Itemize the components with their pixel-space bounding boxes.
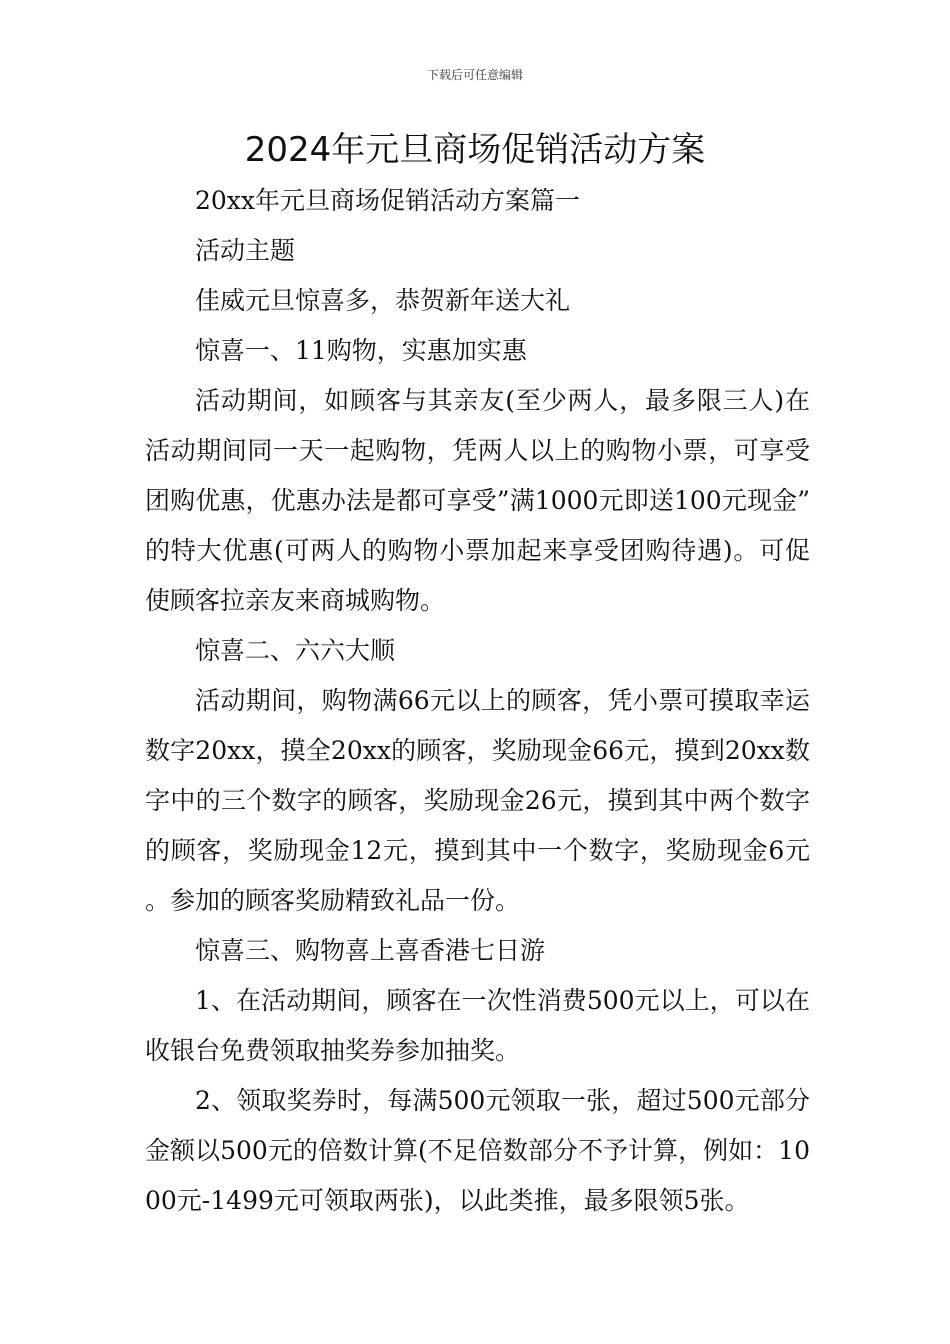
section-heading: 20xx年元旦商场促销活动方案篇一: [195, 186, 581, 215]
surprise-three-rule-1: 1、在活动期间，顾客在一次性消费500元以上，可以在收银台免费领取抽奖券参加抽奖。: [145, 986, 810, 1065]
surprise-two-heading: 惊喜二、六六大顺: [195, 636, 396, 665]
page-header-note: 下载后可任意编辑: [426, 68, 523, 82]
surprise-two-body: 活动期间，购物满66元以上的顾客，凭小票可摸取幸运数字20xx，摸全20xx的顾客，奖励现金66元，摸到20xx数字中的三个数字的顾客，奖励现金26元，摸到其中两个数字的顾客，奖励现金12元，摸到其中一个数字，奖励现金6元。参加的顾客奖励精致礼品一份。: [145, 686, 810, 915]
subheading-theme: 活动主题: [195, 236, 296, 265]
document-body: [145, 176, 810, 1226]
surprise-one-heading: 惊喜一、11购物，实惠加实惠: [195, 336, 527, 365]
document-title: 2024年元旦商场促销活动方案: [244, 130, 706, 170]
surprise-three-heading: 惊喜三、购物喜上喜香港七日游: [195, 936, 546, 965]
theme-slogan: 佳威元旦惊喜多，恭贺新年送大礼: [195, 286, 571, 315]
surprise-three-rule-2: 2、领取奖券时，每满500元领取一张，超过500元部分金额以500元的倍数计算(不足倍数部分不予计算，例如：1000元-1499元可领取两张)，以此类推，最多限领5张。: [145, 1086, 810, 1215]
surprise-one-body: 活动期间，如顾客与其亲友(至少两人，最多限三人)在活动期间同一天一起购物，凭两人以上的购物小票，可享受团购优惠，优惠办法是都可享受”满1000元即送100元现金”的特大优惠(可两人的购物小票加起来享受团购待遇)。可促使顾客拉亲友来商城购物。: [145, 386, 810, 615]
